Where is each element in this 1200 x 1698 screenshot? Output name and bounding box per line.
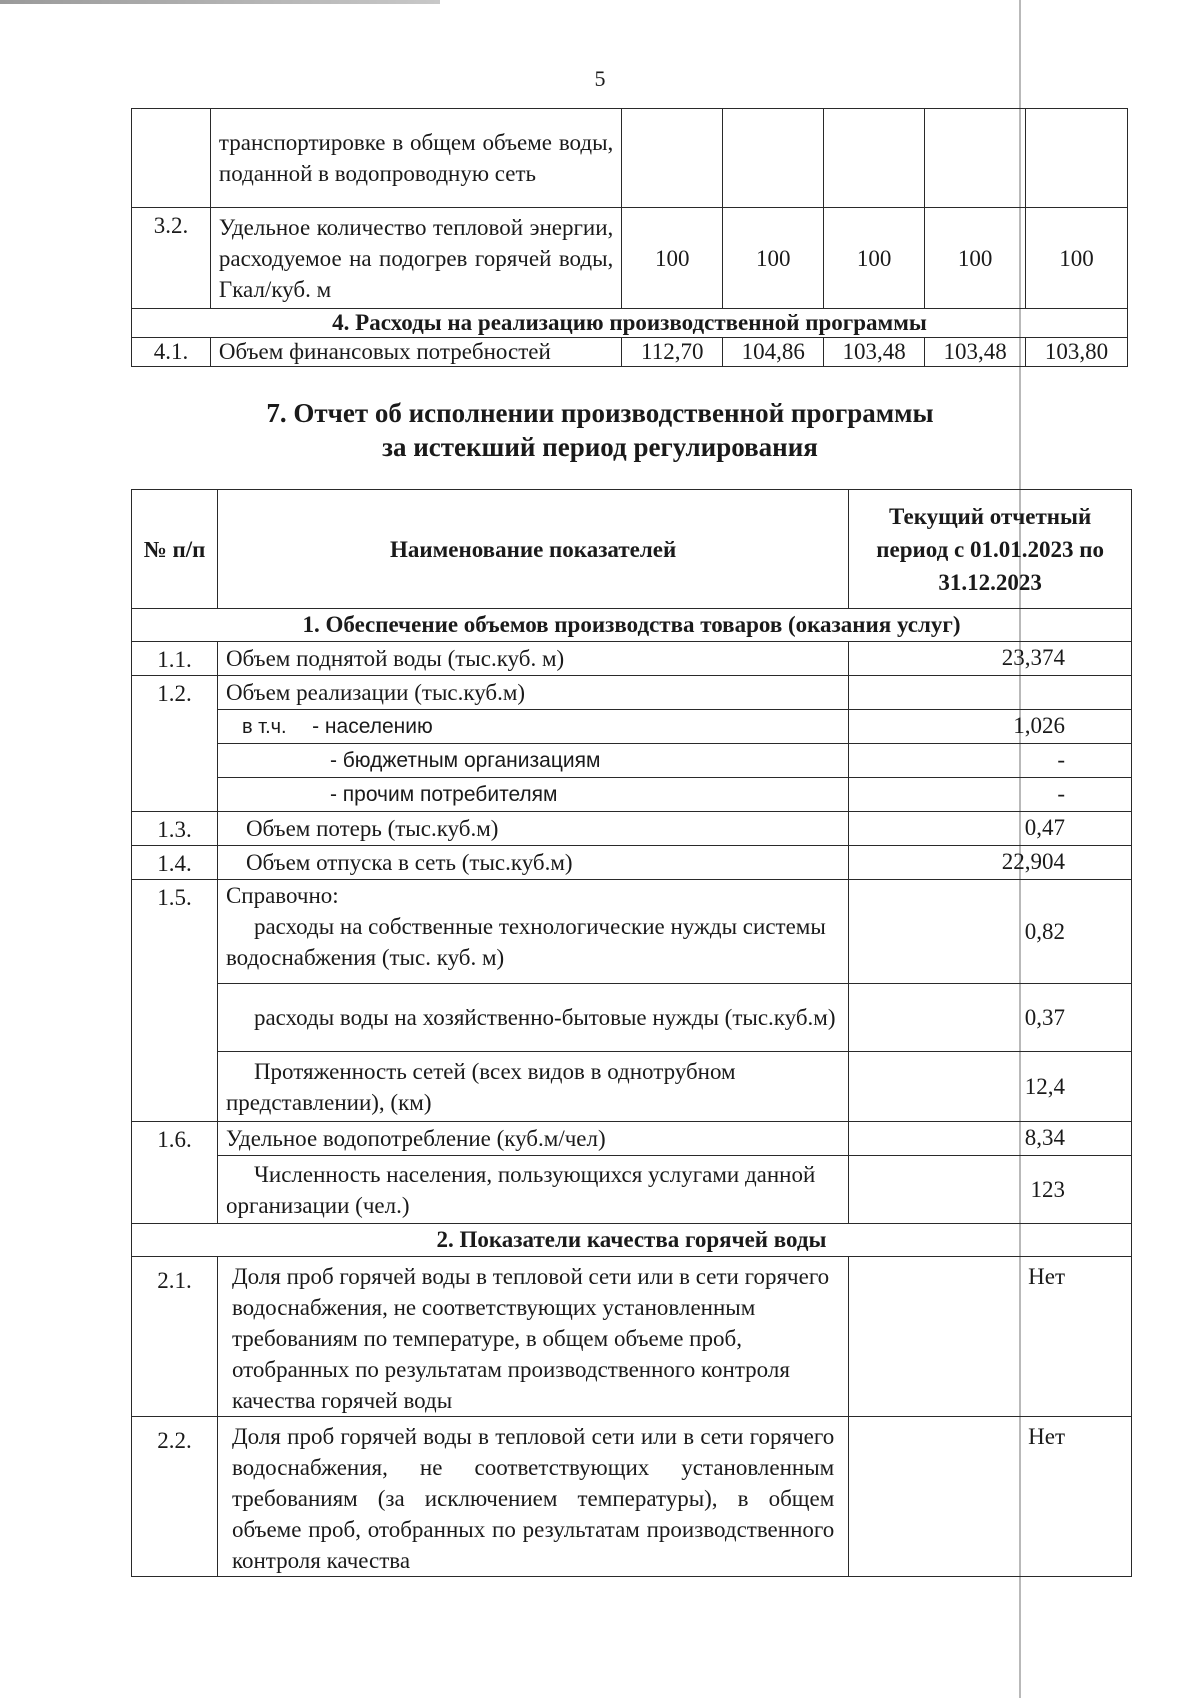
row-name-cell: - прочим потребителям [217,778,848,812]
row-name-cell: Удельное количество тепловой энергии, расходуемое на подогрев горячей воды, Гкал/куб. м [210,208,621,309]
section-title: 2. Показатели качества горячей воды [132,1224,1132,1257]
table-row [132,338,1128,367]
table-row [132,109,1128,208]
program-report-table [131,489,1132,1577]
subrow-prefix: в т.ч. [241,716,287,738]
value-cell: - [849,778,1132,812]
row-number-cell: 2.1. [132,1257,218,1417]
row-name-cell: Доля проб горячей воды в тепловой сети или в сети горячего водоснабжения, не соответствующих установленным требованиям по температуре, в общем объеме проб, отобранных по результатам производственного контроля качества горячей воды [217,1257,848,1417]
row-number-cell: 2.2. [132,1417,218,1577]
page-number: 5 [594,66,606,91]
table-row [132,676,1132,710]
section-heading [0,396,1200,464]
value-cell [849,676,1132,710]
value-cell: 112,70 [622,338,723,367]
value-cell: 0,37 [849,984,1132,1052]
value-cell: 100 [723,208,824,309]
row-name-cell: Протяженность сетей (всех видов в однотрубном представлении), (км) [217,1052,848,1122]
section-title: 4. Расходы на реализацию производственной программы [132,309,1128,338]
row-number-cell: 3.2. [132,208,211,309]
column-header-name: Наименование показателей [217,490,848,609]
row-number-cell: 1.4. [132,846,218,880]
row-name-cell: Объем поднятой воды (тыс.куб. м) [217,642,848,676]
row-number-cell: 1.1. [132,642,218,676]
table-row [132,812,1132,846]
table-row [132,1156,1132,1224]
value-cell: Нет [849,1417,1132,1577]
table-row [132,846,1132,880]
table-row [132,642,1132,676]
row-name-cell: расходы воды на хозяйственно-бытовые нужды (тыс.куб.м) [217,984,848,1052]
value-cell: 100 [925,208,1026,309]
value-cell: 22,904 [849,846,1132,880]
value-cell: 103,48 [925,338,1026,367]
value-cell: 12,4 [849,1052,1132,1122]
row-name-cell: транспортировке в общем объеме воды, поданной в водопроводную сеть [210,109,621,208]
value-cell: 123 [849,1156,1132,1224]
value-cell: 8,34 [849,1122,1132,1156]
row-name-cell: Численность населения, пользующихся услугами данной организации (чел.) [217,1156,848,1224]
heading-line: за истекший период регулирования [382,432,818,462]
row-number-cell: 1.6. [132,1122,218,1224]
row-number-cell: 1.3. [132,812,218,846]
row-name-cell: - бюджетным организациям [217,744,848,778]
value-cell: 100 [824,208,925,309]
table-row [132,984,1132,1052]
column-header-period: Текущий отчетный период с 01.01.2023 по 31.12.2023 [849,490,1132,609]
table-row [132,1122,1132,1156]
value-cell: 103,80 [1026,338,1128,367]
subrow-label: - населению [312,715,433,738]
value-cell: 1,026 [849,710,1132,744]
table-row [132,710,1132,744]
table-row [132,208,1128,309]
section-row [132,609,1132,642]
reference-item-text: расходы на собственные технологические нужды системы водоснабжения (тыс. куб. м) [225,914,826,970]
table-row [132,880,1132,984]
row-name-cell: Объем реализации (тыс.куб.м) [217,676,848,710]
table-row [132,744,1132,778]
row-name-cell [217,710,848,744]
reference-label: Справочно: [225,883,339,908]
row-name-cell: Удельное водопотребление (куб.м/чел) [217,1122,848,1156]
table-header-row [132,490,1132,609]
table-row [132,1052,1132,1122]
row-number-cell: 1.2. [132,676,218,812]
row-number-cell: 1.5. [132,880,218,1122]
heading-line: 7. Отчет об исполнении производственной программы [266,398,934,428]
table-row [132,1257,1132,1417]
value-cell: - [849,744,1132,778]
section-title: 1. Обеспечение объемов производства товаров (оказания услуг) [132,609,1132,642]
row-number-cell: 4.1. [132,338,211,367]
value-cell: Нет [849,1257,1132,1417]
row-name-cell: Доля проб горячей воды в тепловой сети или в сети горячего водоснабжения, не соответствующих установленным требованиям (за исключением температуры), в общем объеме проб, отобранных по результатам производственного контроля качества [217,1417,848,1577]
value-cell: 100 [1026,208,1128,309]
row-name-cell [217,880,848,984]
row-name-cell: Объем отпуска в сеть (тыс.куб.м) [217,846,848,880]
row-number-cell [132,109,211,208]
section-row [132,1224,1132,1257]
value-cell: 23,374 [849,642,1132,676]
value-cell: 0,82 [849,880,1132,984]
value-cell: 103,48 [824,338,925,367]
row-name-cell: Объем потерь (тыс.куб.м) [217,812,848,846]
value-cell: 100 [622,208,723,309]
section-row [132,309,1128,338]
row-name-cell: Объем финансовых потребностей [210,338,621,367]
production-program-table [131,108,1128,367]
column-header-number: № п/п [132,490,218,609]
value-cell: 0,47 [849,812,1132,846]
table-row [132,1417,1132,1577]
scan-artifact-top-line [0,0,440,4]
table-row [132,778,1132,812]
value-cell: 104,86 [723,338,824,367]
